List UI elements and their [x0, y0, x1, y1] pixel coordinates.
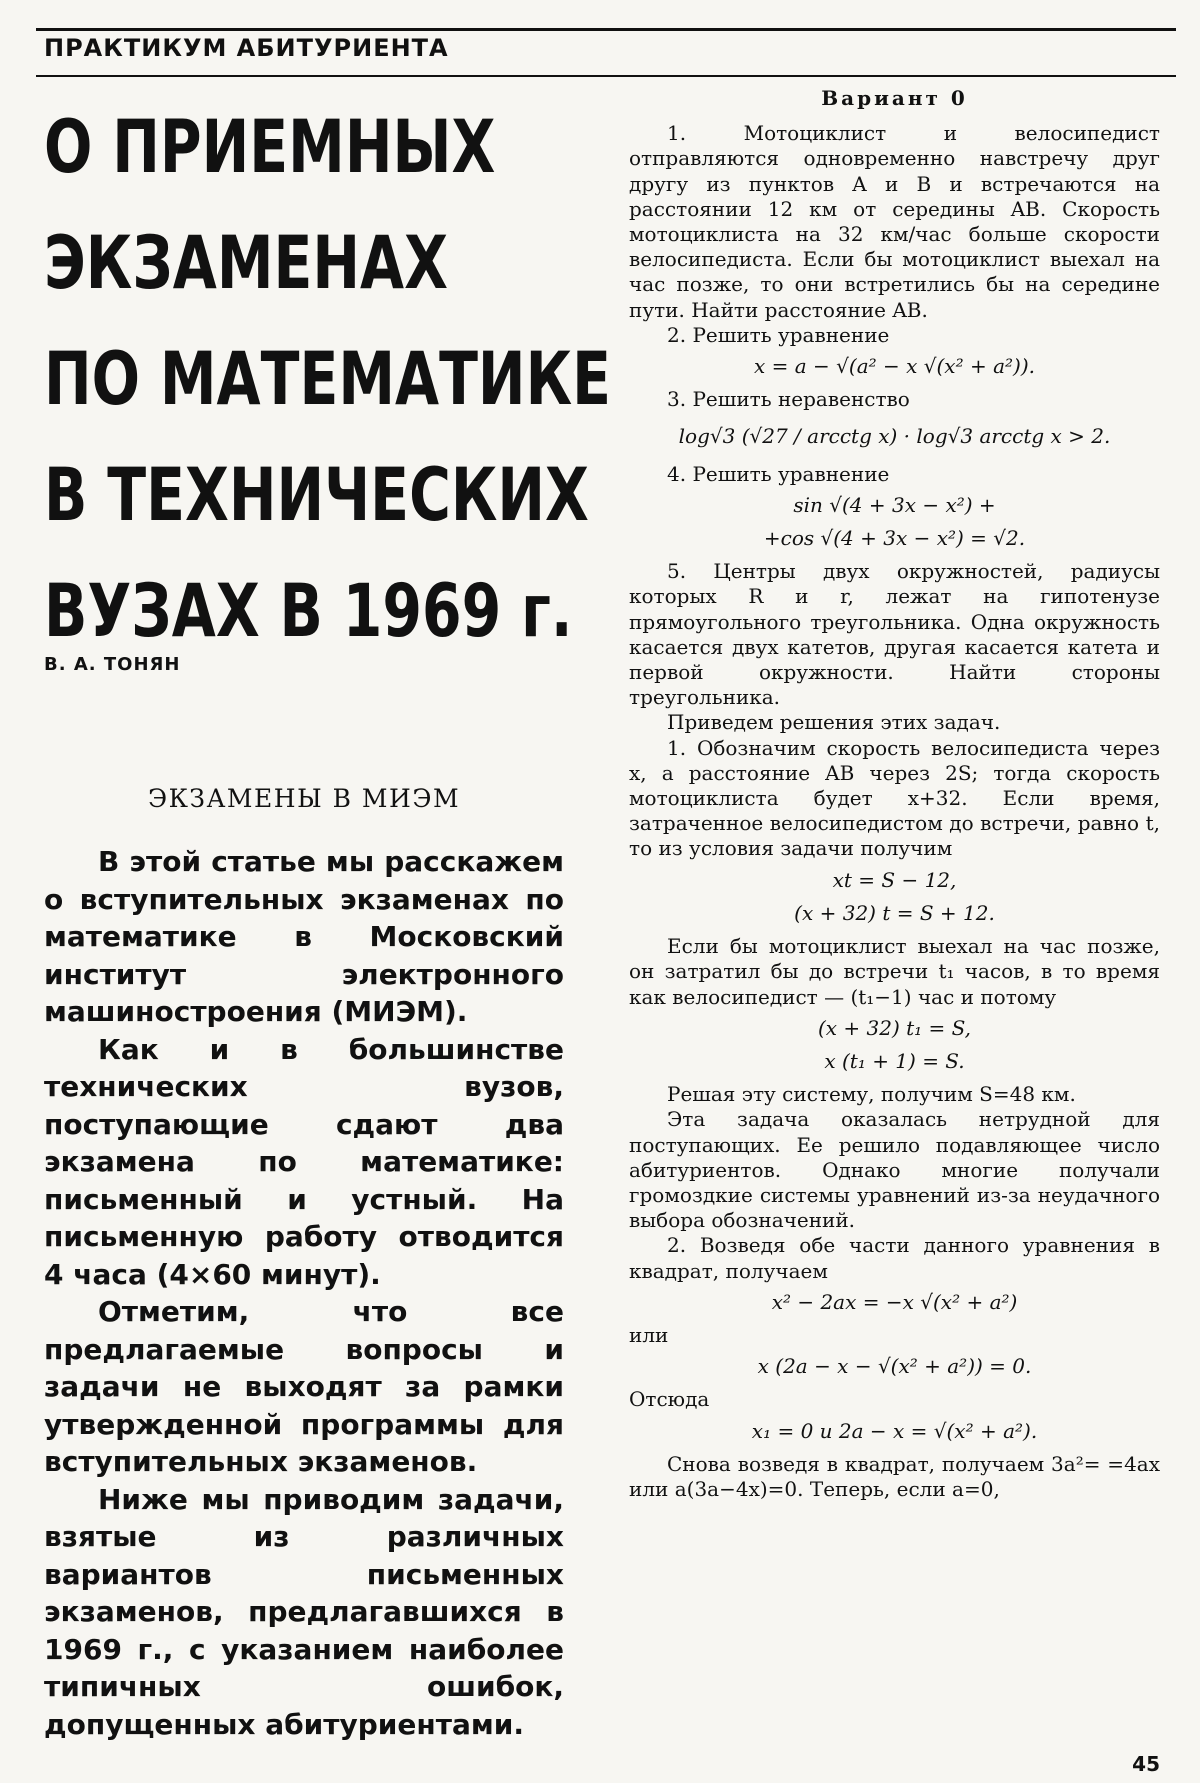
- problems-column: [629, 86, 1160, 1502]
- title-line: О ПРИЕМНЫХ: [44, 105, 496, 190]
- title-line: ЭКЗАМЕНАХ: [44, 221, 449, 306]
- formula-4b: +cos √(4 + 3x − x²) = √2.: [763, 526, 1026, 551]
- variant-heading: Вариант 0: [821, 86, 968, 110]
- connector-hence: Отсюда: [629, 1387, 710, 1412]
- solution-2: 2. Возведя обе части данного уравнения в квадрат, получаем: [629, 1233, 1160, 1283]
- rubric-heading: ПРАКТИКУМ АБИТУРИЕНТА: [44, 34, 449, 62]
- formula-4a: sin √(4 + 3x − x²) +: [793, 492, 996, 517]
- intro-paragraph: Ниже мы приводим задачи, взятые из различных вариантов письменных экзаменов, предлагавшихся в 1969 г., с указанием наиболее типичных ошибок, допущенных абитуриентами.: [44, 1482, 564, 1741]
- formula-8b: x (t₁ + 1) = S.: [824, 1048, 965, 1073]
- problem-4: 4. Решить уравнение: [667, 461, 890, 486]
- formula-2: x = a − √(a² − x √(x² + a²)).: [754, 354, 1035, 379]
- intro-paragraph: Отметим, что все предлагаемые вопросы и задачи не выходят за рамки утвержденной программы для вступительных экзаменов.: [44, 1295, 564, 1478]
- intro-paragraph: Как и в большинстве технических вузов, поступающие сдают два экзамена по математике: письменный и устный. На письменную работу отводится 4 часа (4×60 минут).: [44, 1032, 564, 1291]
- top-rule: [36, 28, 1176, 31]
- problem-3: 3. Решить неравенство: [667, 387, 910, 412]
- formula-7b: (x + 32) t = S + 12.: [794, 900, 995, 925]
- problem-2: 2. Решить уравнение: [667, 322, 890, 347]
- formula-13: x₁ = 0 и 2a − x = √(x² + a²).: [751, 1418, 1038, 1443]
- page-number: 45: [1132, 1752, 1160, 1776]
- formula-3: log√3 (√27 / arcctg x) · log√3 arcctg x > 2.: [678, 424, 1111, 449]
- solution-2-cont: Снова возведя в квадрат, получаем 3a²= =4ax или a(3a−4x)=0. Теперь, если a=0,: [629, 1451, 1160, 1501]
- solution-1-cont: Если бы мотоциклист выехал на час позже, он затратил бы до встречи t₁ часов, в то время как велосипедист — (t₁−1) час и потому: [629, 934, 1160, 1009]
- formula-8a: (x + 32) t₁ = S,: [817, 1015, 972, 1040]
- title-line: ПО МАТЕМАТИКЕ: [44, 337, 612, 422]
- solutions-intro: Приведем решения этих задач.: [667, 710, 1001, 735]
- title-line: В ТЕХНИЧЕСКИХ: [44, 453, 589, 538]
- section-heading: ЭКЗАМЕНЫ В МИЭМ: [147, 784, 461, 813]
- formula-12: x (2a − x − √(x² + a²)) = 0.: [757, 1354, 1032, 1379]
- header-rule: [36, 75, 1176, 77]
- intro-paragraph: В этой статье мы расскажем о вступительных экзаменах по математике в Московский институт электронного машиностроения (МИЭМ).: [44, 845, 564, 1028]
- formula-11: x² − 2ax = −x √(x² + a²): [771, 1289, 1018, 1314]
- problem-5: 5. Центры двух окружностей, радиусы которых R и r, лежат на гипотенузе прямоугольного треугольника. Одна окружность касается двух катетов, другая касается катета и первой окружности. Найти стороны треугольника.: [629, 559, 1160, 710]
- author-name: В. А. ТОНЯН: [44, 654, 181, 675]
- intro-text: [44, 843, 564, 1743]
- solution-1-result: Решая эту систему, получим S=48 км.: [667, 1082, 1076, 1107]
- connector-or: или: [629, 1322, 669, 1347]
- article-title: [44, 90, 612, 670]
- formula-7a: xt = S − 12,: [832, 867, 957, 892]
- title-block: [44, 90, 612, 670]
- solution-1-comment: Эта задача оказалась нетрудной для поступающих. Ее решило подавляющее число абитуриентов. Однако многие получали громоздкие системы уравнений из-за неудачного выбора обозначений.: [629, 1107, 1160, 1233]
- solution-1: 1. Обозначим скорость велосипедиста через x, а расстояние AB через 2S; тогда скорость мотоциклиста будет x+32. Если время, затраченное велосипедистом до встречи, равно t, то из условия задачи получим: [629, 735, 1160, 861]
- problem-1: 1. Мотоциклист и велосипедист отправляются одновременно навстречу друг другу из пунктов A и B и встречаются на расстоянии 12 км от середины AB. Скорость мотоциклиста на 32 км/час больше скорости велосипедиста. Если бы мотоциклист выехал на час позже, то они встретились бы на середине пути. Найти расстояние AB.: [629, 121, 1160, 322]
- title-line: ВУЗАХ В 1969 г.: [44, 569, 573, 654]
